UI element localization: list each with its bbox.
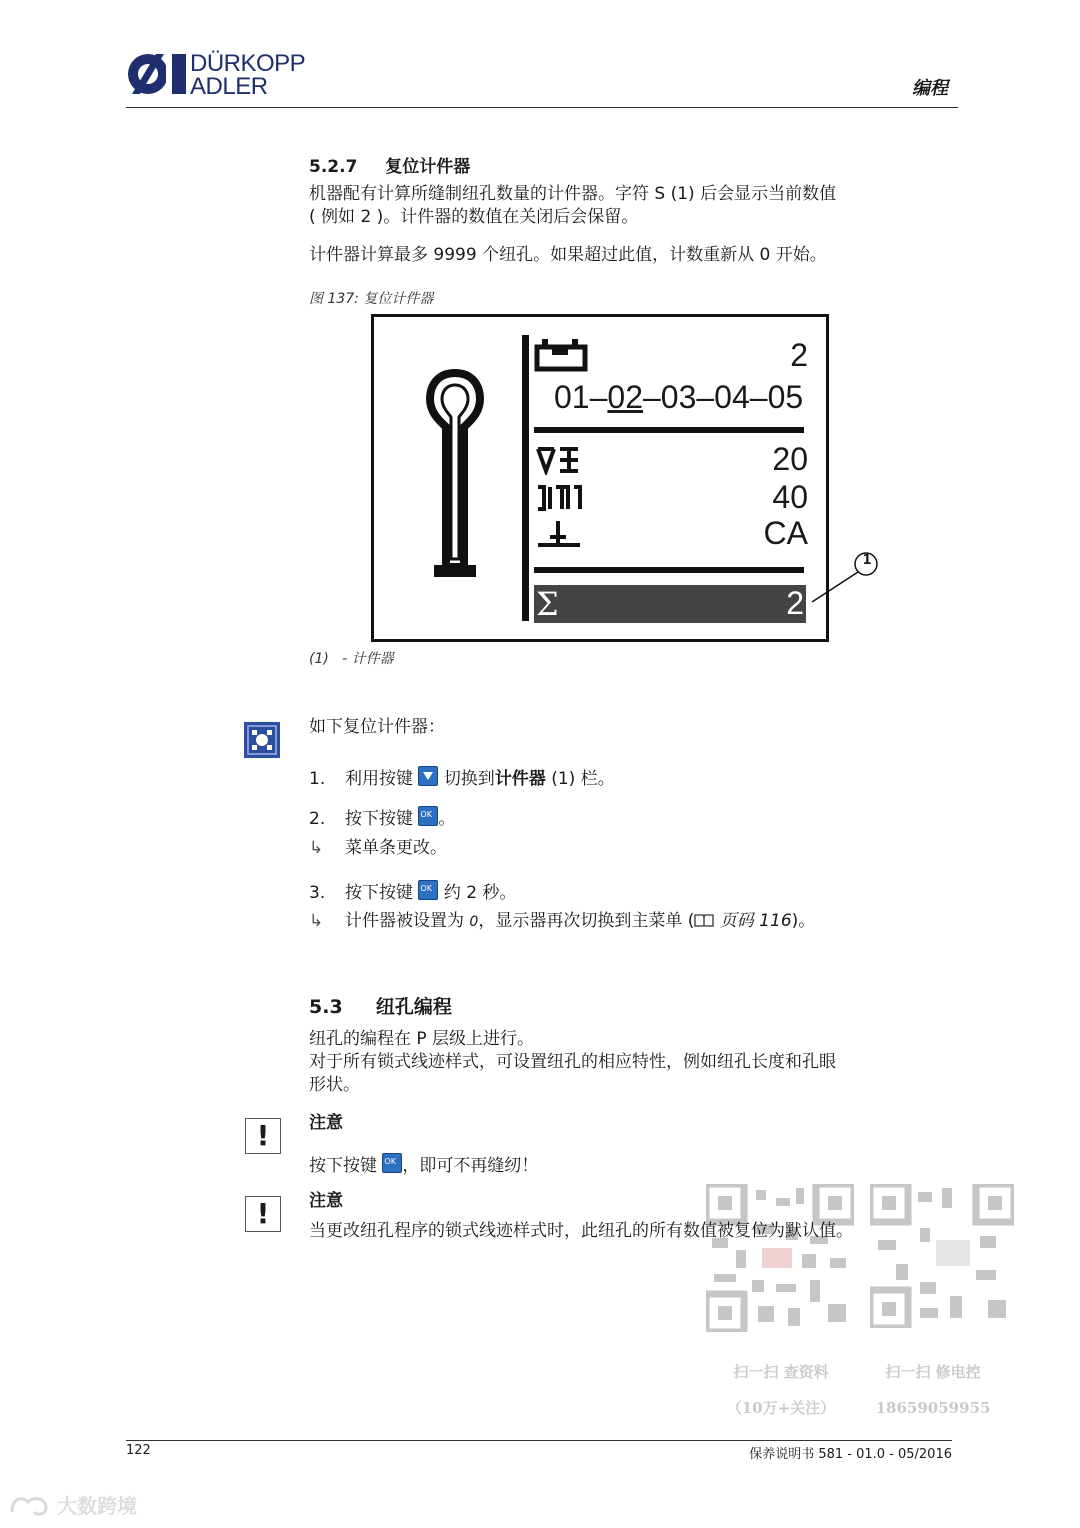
section-number: 5.2.7 — [309, 157, 358, 177]
step-2 — [309, 806, 455, 831]
result-1-text: 菜单条更改。 — [345, 838, 447, 858]
figure-legend: (1) - 计件器 — [309, 651, 394, 667]
display-divider-1 — [534, 427, 804, 433]
counter-symbol: Σ — [536, 585, 559, 623]
paragraph-1 — [309, 183, 836, 229]
qr-code-icon — [870, 1184, 1014, 1328]
brand-name-line2: ADLER — [190, 73, 268, 100]
ok-key-icon — [382, 1153, 402, 1173]
section-heading-5-3 — [309, 992, 452, 1019]
callout-leader — [808, 548, 888, 608]
footer-doc-info: 保养说明书 581 - 01.0 - 05/2016 — [749, 1447, 952, 1462]
watermark-qr2-line1: 扫一扫 修电控 — [885, 1363, 981, 1381]
result-2-text-b: ，显示器再次切换到主菜单 ( — [478, 911, 695, 931]
buttonhole-icon — [420, 367, 490, 587]
brand-logo-icon — [126, 50, 188, 98]
step-2-text-b: 。 — [438, 809, 456, 829]
display-sequence — [554, 379, 803, 416]
section-5-3-body — [309, 1028, 836, 1097]
step-2-text-a: 按下按键 — [345, 809, 413, 829]
step-2-number: 2. — [309, 809, 326, 829]
display-divider-vertical — [522, 335, 529, 621]
brand-name-line1: DÜRKOPP — [190, 50, 306, 77]
counter-bar — [534, 585, 806, 623]
step-1 — [309, 766, 615, 791]
footer-page-number: 122 — [126, 1443, 151, 1458]
display-speed-value: 20 — [772, 441, 808, 477]
sequence-part-a: 01– — [554, 379, 608, 415]
section-title: 纽孔编程 — [375, 996, 452, 1018]
section-5-3-line-3: 形状。 — [309, 1075, 360, 1095]
page-reference[interactable]: 页码 116 — [719, 911, 792, 931]
watermark-qr1-line2: （10万+关注） — [726, 1399, 836, 1417]
step-1-number: 1. — [309, 769, 326, 789]
watermark-qr1-line1: 扫一扫 查资料 — [733, 1363, 829, 1381]
section-5-3-line-1: 纽孔的编程在 P 层级上进行。 — [309, 1029, 535, 1049]
watermark-qr-1 — [706, 1184, 854, 1332]
result-2-text-a: 计件器被设置为 — [345, 911, 464, 931]
display-mode-value: CA — [763, 515, 808, 551]
note-2-text: 当更改纽孔程序的锁式线迹样式时，此纽孔的所有数值被复位为默认值。 — [309, 1221, 853, 1241]
down-key-icon — [418, 766, 438, 786]
note-1-text-a: 按下按键 — [309, 1156, 377, 1176]
section-number: 5.3 — [309, 996, 343, 1018]
step-3-text-a: 按下按键 — [345, 883, 413, 903]
display-figure — [371, 314, 829, 642]
warning-icon: ! — [245, 1196, 281, 1232]
program-icon — [534, 337, 590, 373]
warning-icon: ! — [245, 1118, 281, 1154]
corner-watermark — [8, 1490, 137, 1518]
counter-value: 2 — [786, 585, 804, 621]
section-5-3-line-2: 对于所有锁式线迹样式，可设置纽孔的相应特性，例如纽孔长度和孔眼 — [309, 1052, 836, 1072]
presser-foot-icon — [536, 519, 582, 549]
paragraph-1-line-2: ( 例如 2 )。计件器的数值在关闭后会保留。 — [309, 207, 639, 227]
brand-logo — [126, 50, 326, 100]
paragraph-1-line-1: 机器配有计算所缝制纽孔数量的计件器。字符 S (1) 后会显示当前数值 — [309, 184, 837, 204]
qr-code-icon — [706, 1184, 854, 1332]
note-1-text-b: ，即可不再缝纫！ — [402, 1156, 539, 1176]
watermark-qr2-line2: 18659059955 — [875, 1399, 991, 1417]
result-1 — [309, 837, 447, 860]
procedure-intro: 如下复位计件器： — [309, 717, 445, 737]
sequence-part-b: –03–04–05 — [642, 379, 804, 415]
callout-number: 1 — [862, 553, 872, 568]
ok-key-icon — [418, 806, 438, 826]
result-arrow-icon: ↳ — [309, 838, 324, 858]
section-title: 复位计件器 — [385, 157, 471, 177]
result-2-zero: 0 — [469, 914, 479, 930]
header-section-title: 编程 — [912, 78, 948, 99]
header-divider — [126, 107, 958, 108]
procedure-icon — [244, 722, 280, 758]
step-3 — [309, 880, 516, 905]
display-row1-value: 2 — [790, 337, 808, 373]
result-arrow-icon: ↳ — [309, 911, 324, 931]
note-1-title: 注意 — [309, 1113, 343, 1133]
step-1-text-a: 利用按键 — [345, 769, 413, 789]
ok-key-icon — [418, 880, 438, 900]
corner-logo-icon — [8, 1492, 52, 1518]
stitch-icon — [536, 483, 582, 513]
watermark-text-2 — [868, 1354, 998, 1426]
section-heading — [309, 152, 470, 177]
step-1-bold: 计件器 — [494, 769, 546, 789]
figure-caption: 图 137: 复位计件器 — [309, 291, 434, 307]
result-2-text-c: )。 — [791, 911, 816, 931]
speed-icon — [536, 445, 582, 475]
watermark-text-1 — [716, 1354, 846, 1426]
corner-watermark-text: 大数跨境 — [57, 1494, 138, 1518]
watermark-qr-2 — [870, 1184, 1014, 1328]
step-3-text-b: 约 2 秒。 — [443, 883, 517, 903]
paragraph-2: 计件器计算最多 9999 个纽孔。如果超过此值，计数重新从 0 开始。 — [309, 245, 827, 265]
sequence-selected: 02 — [607, 379, 643, 415]
book-icon — [694, 913, 714, 927]
display-stitch-value: 40 — [772, 479, 808, 515]
step-1-text-b: 切换到 — [443, 769, 495, 789]
note-2-title: 注意 — [309, 1191, 343, 1211]
footer-divider — [126, 1440, 952, 1441]
result-2 — [309, 910, 815, 934]
display-divider-2 — [534, 567, 804, 573]
step-3-number: 3. — [309, 883, 326, 903]
step-1-text-c: (1) 栏。 — [551, 769, 615, 789]
note-1-text — [309, 1153, 538, 1178]
